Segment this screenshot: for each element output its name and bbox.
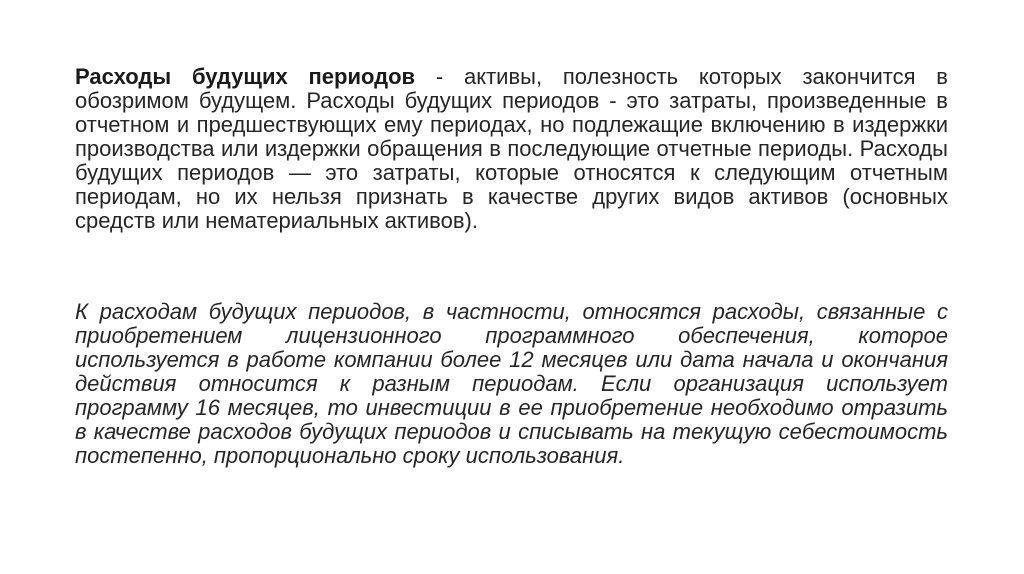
example-paragraph <box>75 300 948 468</box>
defined-term: Расходы будущих периодов <box>75 64 416 89</box>
definition-text: - активы, полезность которых закончится в обозримом будущем. Расходы будущих периодов - это затраты, произведенные в отчетном и предшествующих ему периодах, но подлежащие включению в издержки производства или издержки обращения в последующие отчетные периоды. Расходы будущих периодов — это затраты, которые относятся к следующим отчетным периодам, но их нельзя признать в качестве других видов активов (основных средств или нематериальных активов). <box>75 64 948 233</box>
example-text: К расходам будущих периодов, в частности, относятся расходы, связанные с приобретением лицензионного программного обеспечения, которое используется в работе компании более 12 месяцев или дата начала и окончания действия относится к разным периодам. Если организация использует программу 16 месяцев, то инвестиции в ее приобретение необходимо отразить в качестве расходов будущих периодов и списывать на текущую себестоимость постепенно, пропорционально сроку использования. <box>75 299 948 468</box>
definition-paragraph <box>75 65 948 233</box>
